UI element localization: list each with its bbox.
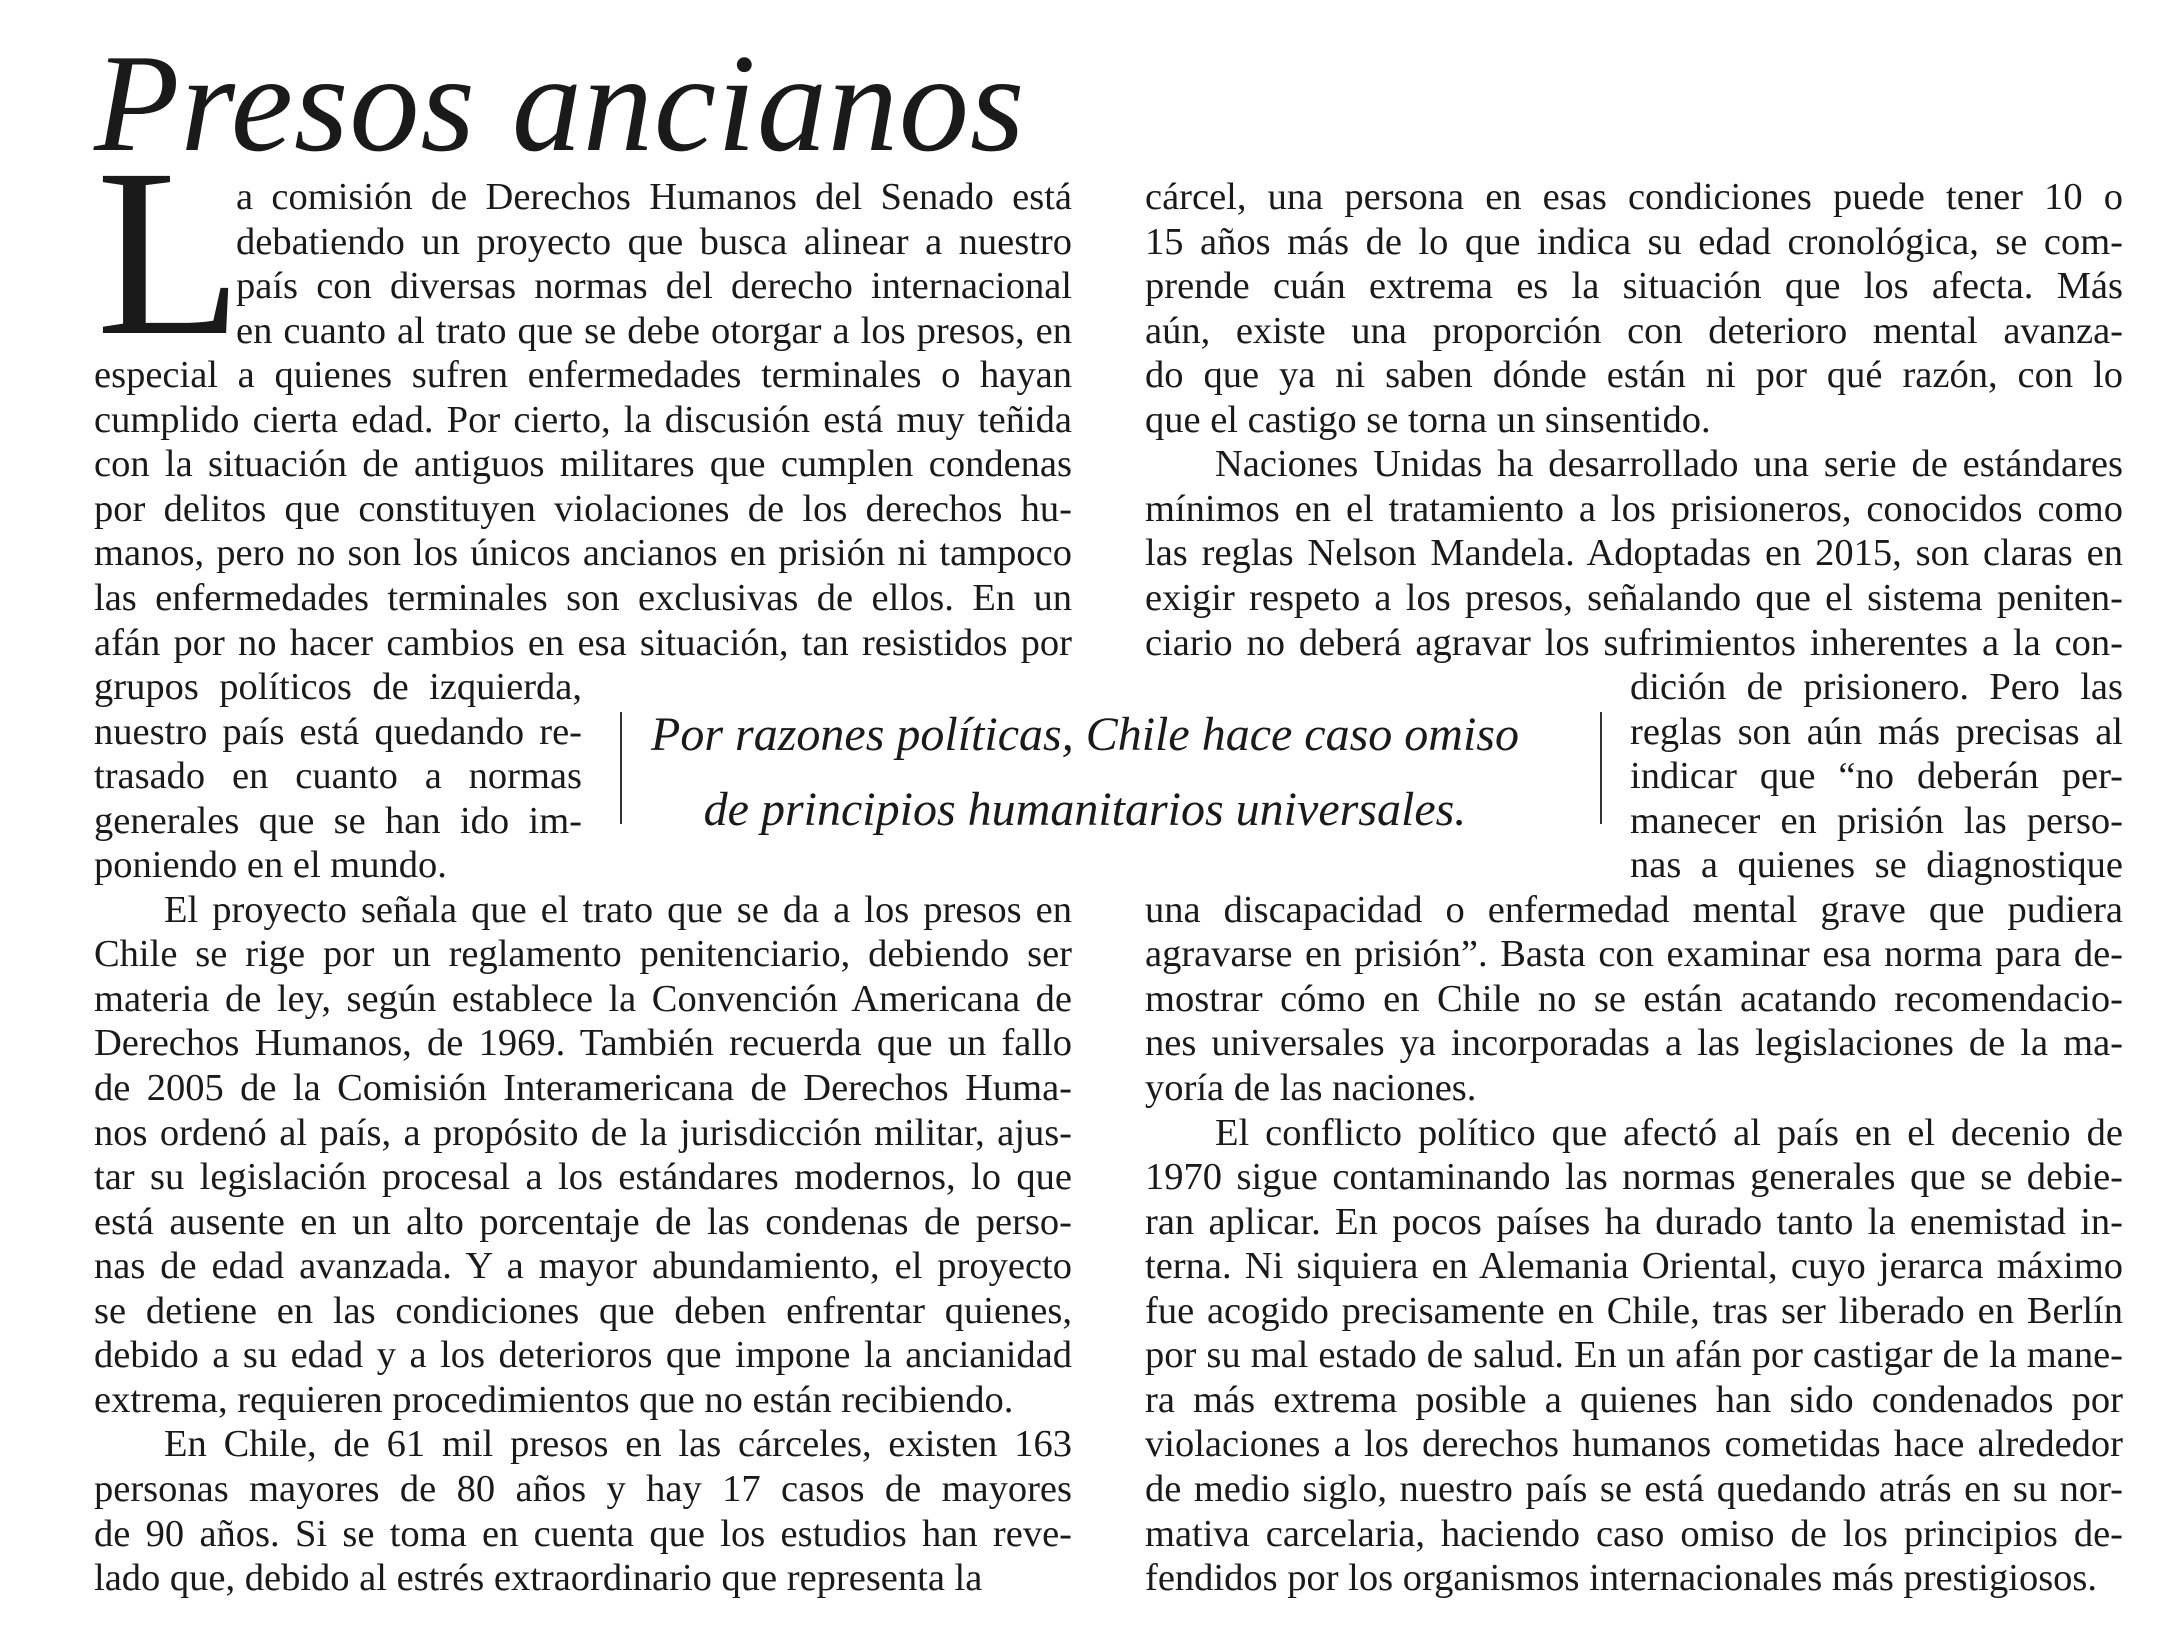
right-column-line: indicar que “no deberán per- xyxy=(1630,755,2123,798)
left-column-line: por delitos que constituyen violaciones de los derechos hu- xyxy=(94,487,1072,530)
left-column-line: El proyecto señala que el trato que se da a los presos en xyxy=(164,888,1072,931)
right-column-line: agravarse en prisión”. Basta con examinar esa norma para de- xyxy=(1145,933,2123,976)
article-headline: Presos ancianos xyxy=(94,26,1026,181)
right-column-line: Naciones Unidas ha desarrollado una serie de estándares xyxy=(1215,443,2123,486)
left-column-line: Derechos Humanos, de 1969. También recuerda que un fallo xyxy=(94,1022,1072,1065)
left-column-line: con la situación de antiguos militares que cumplen condenas xyxy=(94,443,1072,486)
right-column-line: do que ya ni saben dónde están ni por qué razón, con lo xyxy=(1145,354,2123,397)
right-column-line: fendidos por los organismos internacionales más prestigiosos. xyxy=(1145,1557,2098,1599)
left-column-line: manos, pero no son los únicos ancianos en prisión ni tampoco xyxy=(94,532,1072,575)
left-column-line: en cuanto al trato que se debe otorgar a los presos, en xyxy=(236,309,1072,352)
pull-quote-left-rule xyxy=(620,712,622,824)
right-column-line: fue acogido precisamente en Chile, tras ser liberado en Berlín xyxy=(1145,1289,2123,1332)
left-column-line: nuestro país está quedando re- xyxy=(94,710,582,753)
right-column-line: violaciones a los derechos humanos cometidas hace alrededor xyxy=(1145,1423,2123,1466)
left-column-line: generales que se han ido im- xyxy=(94,799,582,842)
left-column-line: debido a su edad y a los deterioros que impone la ancianidad xyxy=(94,1334,1072,1377)
right-column-line: las reglas Nelson Mandela. Adoptadas en 2015, son claras en xyxy=(1145,532,2123,575)
right-column-line: nes universales ya incorporadas a las legislaciones de la ma- xyxy=(1145,1022,2123,1065)
left-column-line: a comisión de Derechos Humanos del Senado está xyxy=(236,176,1072,218)
right-column-line: nas a quienes se diagnostique xyxy=(1630,844,2123,887)
right-column-line: terna. Ni siquiera en Alemania Oriental, cuyo jerarca máximo xyxy=(1145,1245,2123,1288)
left-column-line: debatiendo un proyecto que busca alinear a nuestro xyxy=(236,220,1072,263)
right-column-line: una discapacidad o enfermedad mental grave que pudiera xyxy=(1145,888,2123,931)
right-column-line: mostrar cómo en Chile no se están acatando recomendacio- xyxy=(1145,977,2123,1020)
right-column-line: por su mal estado de salud. En un afán por castigar de la mane- xyxy=(1145,1334,2123,1377)
left-column-line: país con diversas normas del derecho internacional xyxy=(236,265,1072,308)
right-column-line: exigir respeto a los presos, señalando que el sistema peniten- xyxy=(1145,577,2123,619)
right-column-line: ran aplicar. En pocos países ha durado tanto la enemistad in- xyxy=(1145,1200,2123,1243)
left-column-line: tar su legislación procesal a los estándares modernos, lo que xyxy=(94,1156,1072,1199)
left-column-line: materia de ley, según establece la Convención Americana de xyxy=(94,977,1072,1020)
right-column-line: cárcel, una persona en esas condiciones puede tener 10 o xyxy=(1145,176,2123,218)
right-column-line: manecer en prisión las perso- xyxy=(1630,799,2123,842)
left-column-line: personas mayores de 80 años y hay 17 casos de mayores xyxy=(94,1467,1072,1510)
right-column-line: que el castigo se torna un sinsentido. xyxy=(1145,398,1711,441)
left-column-line: las enfermedades terminales son exclusivas de ellos. En un xyxy=(94,577,1072,619)
right-column-line: El conflicto político que afectó al país en el decenio de xyxy=(1215,1111,2123,1154)
left-column-line: nas de edad avanzada. Y a mayor abundamiento, el proyecto xyxy=(94,1245,1072,1288)
left-column-line: Chile se rige por un reglamento penitenciario, debiendo ser xyxy=(94,933,1072,976)
right-column-line: 1970 sigue contaminando las normas generales que se debie- xyxy=(1145,1156,2123,1199)
left-column-line: trasado en cuanto a normas xyxy=(94,755,582,798)
pull-quote-line-1: Por razones políticas, Chile hace caso omiso xyxy=(651,708,1519,761)
right-column-line: dición de prisionero. Pero las xyxy=(1630,666,2123,708)
right-column-line: yoría de las naciones. xyxy=(1145,1067,1477,1109)
right-column-line: de medio siglo, nuestro país se está quedando atrás en su nor- xyxy=(1145,1467,2123,1510)
right-column-line: ciario no deberá agravar los sufrimientos inherentes a la con- xyxy=(1145,621,2123,664)
left-column-line: de 90 años. Si se toma en cuenta que los estudios han reve- xyxy=(94,1512,1072,1555)
left-column-line: lado que, debido al estrés extraordinario que representa la xyxy=(94,1557,983,1599)
drop-cap: L xyxy=(96,119,243,385)
pull-quote-right-rule xyxy=(1600,712,1602,824)
left-column-line: de 2005 de la Comisión Interamericana de Derechos Huma- xyxy=(94,1067,1072,1109)
pull-quote-line-2: de principios humanitarios universales. xyxy=(703,783,1467,836)
left-column-line: cumplido cierta edad. Por cierto, la discusión está muy teñida xyxy=(94,398,1072,441)
left-column-line: grupos políticos de izquierda, xyxy=(94,666,582,708)
left-column-line: está ausente en un alto porcentaje de las condenas de perso- xyxy=(94,1200,1072,1243)
right-column-line: ra más extrema posible a quienes han sido condenados por xyxy=(1145,1378,2123,1421)
right-column-line: mínimos en el tratamiento a los prisioneros, conocidos como xyxy=(1145,487,2123,530)
right-column-line: aún, existe una proporción con deterioro mental avanza- xyxy=(1145,309,2123,352)
left-column-line: afán por no hacer cambios en esa situación, tan resistidos por xyxy=(94,621,1072,664)
right-column-line: prende cuán extrema es la situación que los afecta. Más xyxy=(1145,265,2123,308)
left-column-line: poniendo en el mundo. xyxy=(94,844,447,887)
left-column-line: nos ordenó al país, a propósito de la jurisdicción militar, ajus- xyxy=(94,1111,1072,1154)
right-column-line: reglas son aún más precisas al xyxy=(1630,710,2123,753)
left-column-line: En Chile, de 61 mil presos en las cárceles, existen 163 xyxy=(164,1423,1072,1466)
left-column-line: extrema, requieren procedimientos que no están recibiendo. xyxy=(94,1378,1014,1421)
right-column-line: 15 años más de lo que indica su edad cronológica, se com- xyxy=(1145,220,2123,263)
right-column-line: mativa carcelaria, haciendo caso omiso de los principios de- xyxy=(1145,1512,2123,1555)
left-column-line: especial a quienes sufren enfermedades terminales o hayan xyxy=(94,354,1072,397)
left-column-line: se detiene en las condiciones que deben enfrentar quienes, xyxy=(94,1289,1072,1332)
